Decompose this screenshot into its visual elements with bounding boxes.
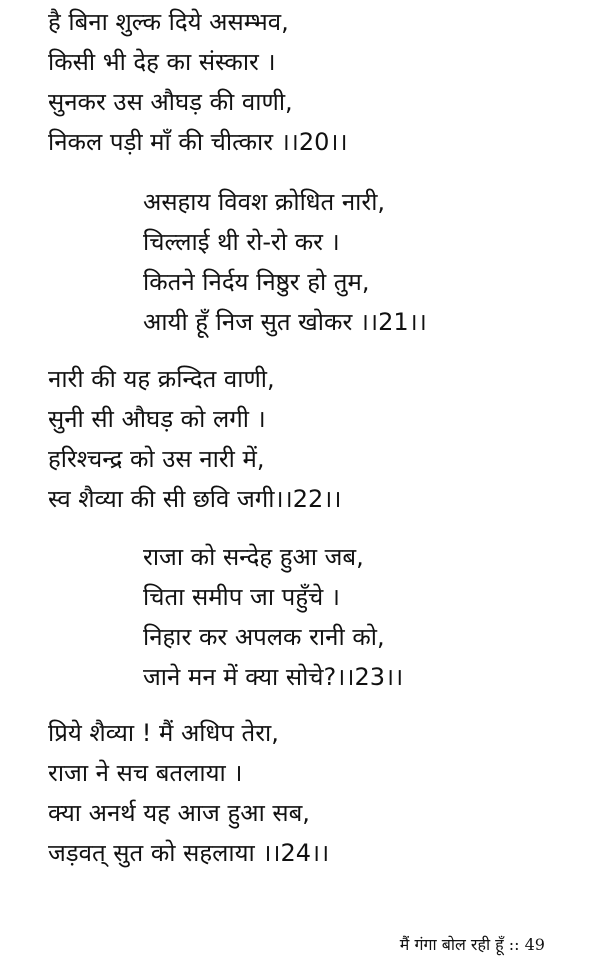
verse-line: निकल पड़ी माँ की चीत्कार ।।20।। <box>48 128 348 156</box>
verse-line: स्व शैव्या की सी छवि जगी।।22।। <box>48 485 342 513</box>
verse-line: जड़वत् सुत को सहलाया ।।24।। <box>48 839 330 867</box>
verse-line: प्रिये शैव्या ! मैं अधिप तेरा, <box>48 719 279 747</box>
verse-line: हरिश्चन्द्र को उस नारी में, <box>48 445 265 473</box>
verse-line: किसी भी देह का संस्कार । <box>48 48 276 76</box>
stanza-24 <box>48 713 329 873</box>
verse-line: राजा को सन्देह हुआ जब, <box>143 543 364 571</box>
page-footer-running-title: मैं गंगा बोल रही हूँ :: 49 <box>399 935 545 954</box>
verse-line: जाने मन में क्या सोचे?।।23।। <box>143 663 404 691</box>
verse-line: निहार कर अपलक रानी को, <box>143 623 385 651</box>
verse-line: क्या अनर्थ यह आज हुआ सब, <box>48 799 310 827</box>
verse-line: कितने निर्दय निष्ठुर हो तुम, <box>143 268 370 296</box>
verse-line: आयी हूँ निज सुत खोकर ।।21।। <box>143 308 427 336</box>
stanza-23 <box>143 537 403 697</box>
verse-line: चिता समीप जा पहुँचे । <box>143 583 341 611</box>
stanza-22 <box>48 359 341 519</box>
verse-line: चिल्लाई थी रो-रो कर । <box>143 228 340 256</box>
verse-line: असहाय विवश क्रोधित नारी, <box>143 188 386 216</box>
verse-line: सुनकर उस औघड़ की वाणी, <box>48 88 293 116</box>
stanza-21 <box>143 182 427 342</box>
verse-line: सुनी सी औघड़ को लगी । <box>48 405 266 433</box>
verse-line: नारी की यह क्रन्दित वाणी, <box>48 365 275 393</box>
verse-line: राजा ने सच बतलाया । <box>48 759 243 787</box>
stanza-20 <box>48 2 348 162</box>
verse-line: है बिना शुल्क दिये असम्भव, <box>48 8 289 36</box>
